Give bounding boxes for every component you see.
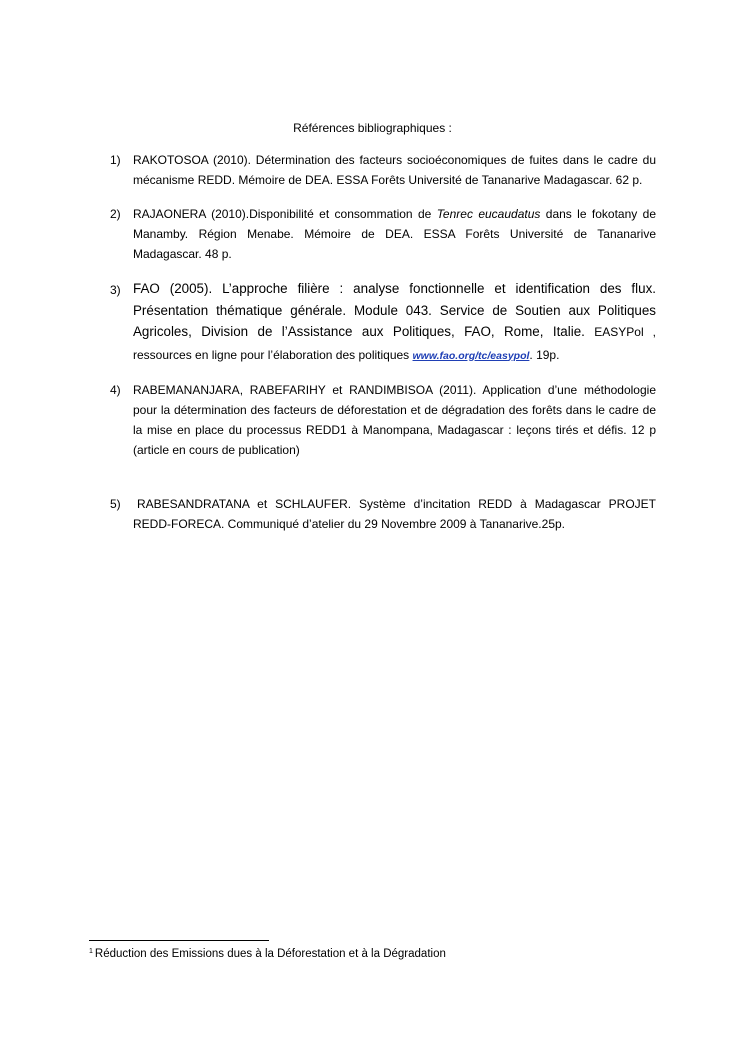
references-title: Références bibliographiques : [293, 121, 452, 135]
reference-text-main: FAO (2005). L’approche filière : analyse fonctionnelle et identification des flux. Présentation thématique générale. Module 043. Service de Soutien aux Politiques Agricoles, Division de l’Assistance aux Politiques, FAO, Rome, Italie. [133, 281, 656, 339]
reference-text-end: dans le fokotany de Manamby. Région Menabe. Mémoire de DEA. ESSA Forêts Université de Tananarive Madagascar. 48 p. [133, 207, 656, 261]
reference-text: RAKOTOSOA (2010). Détermination des facteurs socioéconomiques de fuites dans le cadre du mécanisme REDD. Mémoire de DEA. ESSA Forêts Université de Tananarive Madagascar. 62 p. [133, 153, 656, 187]
reference-text-small: EASYPol , ressources en ligne pour l’élaboration des politiques [133, 325, 656, 362]
reference-item-3 [110, 278, 656, 367]
reference-item-2 [110, 204, 656, 264]
reference-text-start: RAJAONERA (2010).Disponibilité et consommation de [133, 207, 437, 221]
references-list [110, 150, 656, 534]
easypol-link[interactable]: www.fao.org/tc/easypol [412, 349, 530, 362]
reference-text-end: . 19p. [529, 347, 560, 362]
footnote-marker: 1 [89, 948, 93, 955]
footnote-separator [89, 940, 269, 941]
reference-number: 5) [110, 497, 121, 511]
reference-text [133, 278, 656, 367]
reference-number: 1) [110, 153, 121, 167]
species-name: Tenrec eucaudatus [436, 207, 541, 221]
reference-number: 4) [110, 383, 121, 397]
reference-item-1 [110, 150, 656, 190]
reference-number: 3) [110, 283, 121, 297]
reference-text: RABESANDRATANA et SCHLAUFER. Système d’incitation REDD à Madagascar PROJET REDD-FORECA. Communiqué d’atelier du 29 Novembre 2009 à Tananarive.25p. [133, 497, 656, 531]
reference-text [133, 204, 656, 264]
reference-text: RABEMANANJARA, RABEFARIHY et RANDIMBISOA (2011). Application d’une méthodologie pour la détermination des facteurs de déforestation et de dégradation des forêts dans le cadre de la mise en place du processus REDD1 à Manompana, Madagascar : leçons tirés et défis. 12 p (article en cours de publication) [133, 383, 656, 457]
reference-item-4 [110, 380, 656, 460]
reference-number: 2) [110, 207, 121, 221]
footnote [89, 948, 446, 960]
reference-item-5 [110, 494, 656, 534]
footnote-text: Réduction des Emissions dues à la Déforestation et à la Dégradation [94, 948, 446, 960]
